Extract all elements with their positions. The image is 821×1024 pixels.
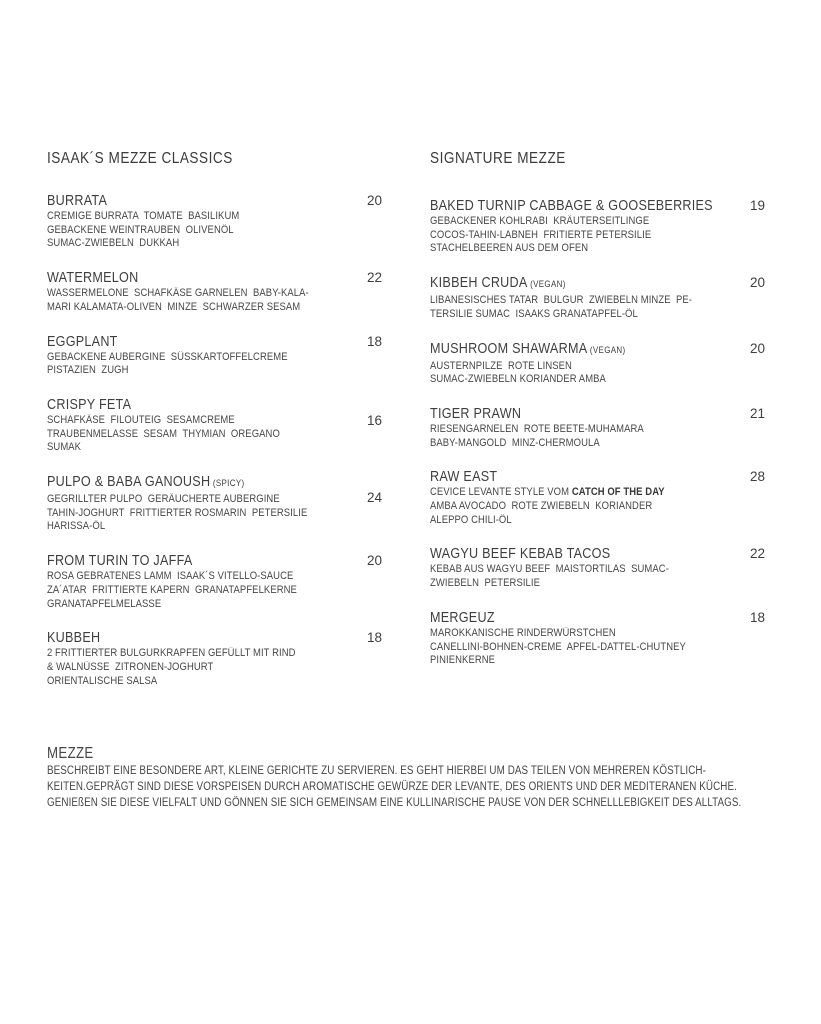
item-description: [47, 647, 348, 688]
footer-line: KEITEN.GEPRÄGT SIND DIESE VORSPEISEN DURCH AROMATISCHE GEWÜRZE DER LEVANTE, DES ORIENTS UND DER MEDITERANEN KÜCHE.: [47, 781, 737, 793]
item-title: MERGEUZ: [430, 608, 495, 626]
item-description: [430, 486, 731, 527]
item-desc-line: ORIENTALISCHE SALSA: [47, 674, 158, 687]
menu-item: [47, 268, 382, 314]
item-title: EGGPLANT: [47, 332, 118, 350]
item-diet-tag: (SPICY): [210, 478, 245, 490]
item-title: BAKED TURNIP CABBAGE & GOOSEBERRIES: [430, 197, 713, 214]
item-desc-line: PISTAZIEN ZUGH: [47, 364, 129, 377]
item-desc-line: TAHIN-JOGHURT FRITTIERTER ROSMARIN PETERSILIE: [47, 506, 308, 519]
item-desc-line: MAROKKANISCHE RINDERWÜRSTCHEN: [430, 626, 616, 639]
item-price: 24: [366, 490, 382, 506]
item-desc-line: BABY-MANGOLD MINZ-CHERMOULA: [430, 436, 600, 449]
item-desc-line: WASSERMELONE SCHAFKÄSE GARNELEN BABY-KALA-: [47, 287, 309, 300]
item-price: 18: [749, 609, 765, 625]
item-desc-line: SCHAFKÄSE FILOUTEIG SESAMCREME: [47, 413, 235, 426]
menu-item: [47, 332, 382, 378]
column-header: [47, 150, 382, 168]
item-desc-line: GEBACKENE AUBERGINE SÜSSKARTOFFELCREME: [47, 350, 288, 363]
item-list: [430, 191, 765, 668]
footer-text-block: [47, 746, 741, 811]
item-description: [430, 294, 731, 321]
item-list: [47, 191, 382, 688]
item-price: 19: [749, 198, 765, 213]
item-desc-line: ALEPPO CHILI-ÖL: [430, 513, 512, 526]
item-title: MUSHROOM SHAWARMA (VEGAN): [430, 339, 626, 357]
footer-lead-word: MEZZE: [47, 745, 94, 762]
item-description: [430, 627, 731, 668]
item-desc-line: AMBA AVOCADO ROTE ZWIEBELN KORIANDER: [430, 500, 653, 513]
footer-line: BESCHREIBT EINE BESONDERE ART, KLEINE GERICHTE ZU SERVIEREN. ES GEHT HIERBEI UM DAS TEILEN VON MEHREREN KÖSTLICH-: [47, 765, 706, 777]
item-price: 22: [749, 546, 765, 562]
item-desc-line: CREMIGE BURRATA TOMATE BASILIKUM: [47, 210, 240, 222]
item-description: [47, 210, 348, 251]
item-price: 20: [366, 553, 382, 569]
menu-item: [430, 196, 765, 256]
item-title: TIGER PRAWN: [430, 404, 522, 422]
desc-highlight: CATCH OF THE DAY: [571, 486, 665, 499]
item-desc-line: PINIENKERNE: [430, 654, 496, 667]
item-price: 28: [749, 469, 765, 485]
column-signature-mezze: [430, 150, 765, 685]
item-diet-tag: (VEGAN): [587, 344, 626, 356]
item-title: BURRATA: [47, 192, 108, 209]
item-desc-line: STACHELBEEREN AUS DEM OFEN: [430, 242, 589, 255]
menu-item: [47, 472, 382, 534]
item-desc-line: ROSA GEBRATENES LAMM ISAAK´S VITELLO-SAUCE: [47, 570, 294, 583]
menu-item: [47, 191, 382, 251]
item-desc-line: GEBACKENER KOHLRABI KRÄUTERSEITLINGE: [430, 215, 650, 227]
menu-item: [430, 467, 765, 527]
footer-note: [47, 746, 807, 811]
item-desc-line: CANELLINI-BOHNEN-CREME APFEL-DATTEL-CHUTNEY: [430, 640, 686, 653]
item-desc-line: COCOS-TAHIN-LABNEH FRITIERTE PETERSILIE: [430, 228, 652, 241]
menu-item: [430, 339, 765, 387]
item-desc-line: KEBAB AUS WAGYU BEEF MAISTORTILAS SUMAC-: [430, 563, 669, 576]
item-price: 18: [366, 630, 382, 646]
item-price: 20: [749, 340, 765, 356]
item-description: [430, 215, 731, 256]
item-desc-line: LIBANESISCHES TATAR BULGUR ZWIEBELN MINZE PE-: [430, 294, 693, 307]
item-description: [430, 360, 731, 387]
column-mezze-classics: [47, 150, 382, 705]
footer-line: GENIEßEN SIE DIESE VIELFALT UND GÖNNEN SIE SICH GEMEINSAM EINE KULLINARISCHE PAUSE VON DER SCHNELLLEBIGKEIT DES ALLTAGS.: [47, 797, 742, 809]
menu-item: [430, 544, 765, 590]
item-desc-line: HARISSA-ÖL: [47, 520, 106, 533]
menu-item: [430, 404, 765, 450]
item-price: 20: [749, 275, 765, 291]
menu-item: [47, 395, 382, 455]
item-title: RAW EAST: [430, 468, 498, 486]
item-desc-line: ZWIEBELN PETERSILIE: [430, 577, 541, 590]
item-price: 18: [366, 333, 382, 349]
item-desc-line: TRAUBENMELASSE SESAM THYMIAN OREGANO: [47, 427, 280, 440]
item-desc-line: GEBACKENE WEINTRAUBEN OLIVENÖL: [47, 223, 234, 236]
item-desc-line: RIESENGARNELEN ROTE BEETE-MUHAMARA: [430, 422, 644, 435]
item-description: [47, 287, 348, 314]
item-description: [47, 570, 348, 611]
item-price: 20: [366, 193, 382, 208]
footer-lines: [47, 765, 741, 809]
item-desc-line: TERSILIE SUMAC ISAAKS GRANATAPFEL-ÖL: [430, 307, 638, 320]
item-description: [47, 414, 348, 455]
item-desc-line: CEVICE LEVANTE STYLE VOM CATCH OF THE DAY: [430, 486, 665, 499]
item-title: WAGYU BEEF KEBAB TACOS: [430, 545, 611, 563]
item-title: FROM TURIN TO JAFFA: [47, 552, 193, 570]
item-title: KUBBEH: [47, 629, 101, 647]
item-desc-line: GRANATAPFELMELASSE: [47, 597, 162, 610]
item-desc-line: 2 FRITTIERTER BULGURKRAPFEN GEFÜLLT MIT RIND: [47, 647, 296, 660]
item-desc-line: SUMAK: [47, 441, 82, 454]
item-description: [430, 423, 731, 450]
item-desc-line: AUSTERNPILZE ROTE LINSEN: [430, 359, 572, 372]
menu-item: [47, 551, 382, 611]
item-title: WATERMELON: [47, 269, 139, 287]
item-diet-tag: (VEGAN): [527, 279, 566, 291]
menu-item: [430, 273, 765, 321]
item-description: [47, 351, 348, 378]
item-desc-line: & WALNÜSSE ZITRONEN-JOGHURT: [47, 660, 214, 673]
item-title: CRISPY FETA: [47, 395, 132, 413]
column-header-text: SIGNATURE MEZZE: [430, 150, 566, 167]
item-desc-line: MARI KALAMATA-OLIVEN MINZE SCHWARZER SESAM: [47, 300, 301, 313]
column-header-text: ISAAK´S MEZZE CLASSICS: [47, 150, 233, 167]
item-desc-line: GEGRILLTER PULPO GERÄUCHERTE AUBERGINE: [47, 493, 280, 506]
item-price: 21: [749, 405, 765, 421]
menu-item: [47, 628, 382, 688]
item-price: 16: [366, 412, 382, 428]
item-price: 22: [366, 270, 382, 286]
item-description: [430, 563, 731, 590]
column-header: [430, 150, 765, 168]
item-description: [47, 493, 348, 534]
item-desc-line: ZA´ATAR FRITTIERTE KAPERN GRANATAPFELKERNE: [47, 583, 297, 596]
item-title: PULPO & BABA GANOUSH (SPICY): [47, 473, 245, 491]
item-title: KIBBEH CRUDA (VEGAN): [430, 274, 566, 292]
item-desc-line: SUMAC-ZWIEBELN KORIANDER AMBA: [430, 373, 606, 386]
menu-item: [430, 608, 765, 668]
item-desc-line: SUMAC-ZWIEBELN DUKKAH: [47, 237, 180, 250]
